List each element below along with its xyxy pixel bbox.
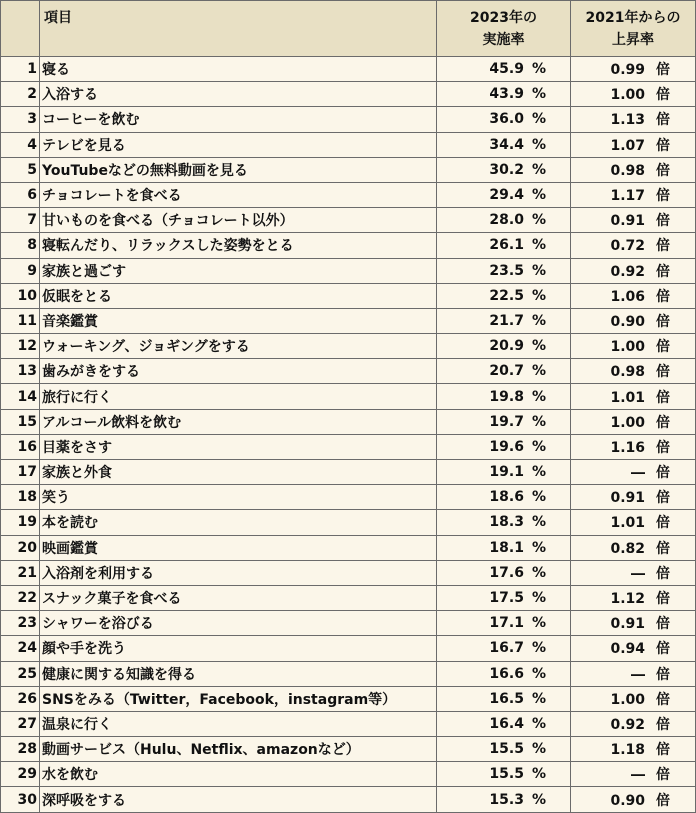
ratio-value: 1.13 <box>610 112 645 129</box>
header-item: 項目 <box>40 1 437 57</box>
table-row <box>1 560 696 585</box>
activity-name: 本を読む <box>40 510 437 535</box>
rate-value: 23.5 <box>489 262 524 279</box>
rank-number: 17 <box>1 460 40 485</box>
activity-name: 音楽鑑賞 <box>40 308 437 333</box>
ratio-unit: 倍 <box>656 112 670 129</box>
ratio-value: 1.07 <box>610 137 645 154</box>
rank-number: 9 <box>1 258 40 283</box>
table-row <box>1 308 696 333</box>
ratio-value: 1.06 <box>610 288 645 305</box>
rate-unit: % <box>531 212 546 229</box>
rate-unit: % <box>531 86 546 103</box>
rate-cell <box>437 762 571 787</box>
rate-unit: % <box>531 539 546 556</box>
table-row <box>1 636 696 661</box>
rank-number: 26 <box>1 686 40 711</box>
rank-number: 2 <box>1 82 40 107</box>
ratio-cell <box>571 308 696 333</box>
rate-value: 45.9 <box>489 61 524 78</box>
rate-unit: % <box>531 413 546 430</box>
table-row <box>1 384 696 409</box>
rank-number: 20 <box>1 535 40 560</box>
rate-unit: % <box>531 564 546 581</box>
table-row <box>1 485 696 510</box>
rate-value: 19.6 <box>489 438 524 455</box>
ratio-cell <box>571 711 696 736</box>
rate-cell <box>437 686 571 711</box>
ratio-cell <box>571 132 696 157</box>
rate-cell <box>437 711 571 736</box>
ratio-value: 0.94 <box>610 641 645 658</box>
activity-name: テレビを見る <box>40 132 437 157</box>
rank-number: 22 <box>1 585 40 610</box>
ratio-unit: 倍 <box>656 238 670 255</box>
rate-unit: % <box>531 766 546 783</box>
rate-unit: % <box>531 388 546 405</box>
rate-cell <box>437 157 571 182</box>
rank-number: 27 <box>1 711 40 736</box>
ratio-cell <box>571 334 696 359</box>
ratio-value: ― <box>631 767 645 784</box>
ratio-unit: 倍 <box>656 137 670 154</box>
header-rate <box>437 1 571 57</box>
activity-name: 旅行に行く <box>40 384 437 409</box>
activity-name: YouTubeなどの無料動画を見る <box>40 157 437 182</box>
ratio-cell <box>571 585 696 610</box>
rank-number: 5 <box>1 157 40 182</box>
rate-value: 28.0 <box>489 212 524 229</box>
activity-name: チョコレートを食べる <box>40 182 437 207</box>
ratio-cell <box>571 283 696 308</box>
table-row <box>1 359 696 384</box>
ratio-cell <box>571 409 696 434</box>
ratio-value: ― <box>631 465 645 482</box>
rate-value: 15.5 <box>489 766 524 783</box>
rate-value: 17.1 <box>489 615 524 632</box>
table-row <box>1 182 696 207</box>
ratio-unit: 倍 <box>656 62 670 79</box>
ratio-unit: 倍 <box>656 439 670 456</box>
rate-cell <box>437 182 571 207</box>
activity-name: 入浴剤を利用する <box>40 560 437 585</box>
rate-cell <box>437 535 571 560</box>
rate-value: 30.2 <box>489 161 524 178</box>
ratio-value: 1.17 <box>610 188 645 205</box>
ratio-value: 0.90 <box>610 792 645 809</box>
rate-cell <box>437 434 571 459</box>
rank-number: 18 <box>1 485 40 510</box>
activity-name: 温泉に行く <box>40 711 437 736</box>
table-row <box>1 132 696 157</box>
ratio-cell <box>571 485 696 510</box>
ratio-value: 0.91 <box>610 616 645 633</box>
rate-unit: % <box>531 312 546 329</box>
activity-name: 健康に関する知識を得る <box>40 661 437 686</box>
ratio-unit: 倍 <box>656 465 670 482</box>
table-row <box>1 711 696 736</box>
activity-name: 歯みがきをする <box>40 359 437 384</box>
rate-cell <box>437 359 571 384</box>
ratio-value: 1.00 <box>610 414 645 431</box>
rate-cell <box>437 283 571 308</box>
ratio-unit: 倍 <box>656 288 670 305</box>
rate-cell <box>437 409 571 434</box>
header-number-cell <box>1 1 40 57</box>
rate-unit: % <box>531 590 546 607</box>
rate-value: 22.5 <box>489 287 524 304</box>
rank-number: 15 <box>1 409 40 434</box>
ratio-cell <box>571 258 696 283</box>
rate-value: 17.5 <box>489 590 524 607</box>
ratio-unit: 倍 <box>656 339 670 356</box>
ratio-unit: 倍 <box>656 364 670 381</box>
rank-number: 25 <box>1 661 40 686</box>
rate-unit: % <box>531 111 546 128</box>
ratio-unit: 倍 <box>656 591 670 608</box>
activity-name: 顔や手を洗う <box>40 636 437 661</box>
ratio-value: 0.72 <box>610 238 645 255</box>
rate-cell <box>437 107 571 132</box>
activity-name: 笑う <box>40 485 437 510</box>
ratio-unit: 倍 <box>656 666 670 683</box>
ratio-cell <box>571 787 696 812</box>
ratio-cell <box>571 611 696 636</box>
rate-unit: % <box>531 615 546 632</box>
ratio-value: 0.91 <box>610 490 645 507</box>
activity-name: ウォーキング、ジョギングをする <box>40 334 437 359</box>
rate-cell <box>437 460 571 485</box>
ratio-cell <box>571 636 696 661</box>
rate-cell <box>437 636 571 661</box>
activity-name: 入浴する <box>40 82 437 107</box>
rank-number: 6 <box>1 182 40 207</box>
rate-unit: % <box>531 161 546 178</box>
ratio-cell <box>571 535 696 560</box>
ratio-value: 0.98 <box>610 364 645 381</box>
rate-unit: % <box>531 136 546 153</box>
table-row <box>1 258 696 283</box>
rank-number: 1 <box>1 57 40 82</box>
ratio-unit: 倍 <box>656 162 670 179</box>
ratio-cell <box>571 359 696 384</box>
rate-unit: % <box>531 514 546 531</box>
table-row <box>1 762 696 787</box>
ratio-cell <box>571 182 696 207</box>
ratio-value: 1.16 <box>610 439 645 456</box>
ratio-unit: 倍 <box>656 313 670 330</box>
rank-number: 8 <box>1 233 40 258</box>
rate-value: 16.5 <box>489 690 524 707</box>
ratio-unit: 倍 <box>656 389 670 406</box>
table-row <box>1 460 696 485</box>
ratio-unit: 倍 <box>656 742 670 759</box>
ratio-value: 1.01 <box>610 389 645 406</box>
rate-value: 26.1 <box>489 237 524 254</box>
ratio-unit: 倍 <box>656 87 670 104</box>
rank-number: 3 <box>1 107 40 132</box>
activity-name: アルコール飲料を飲む <box>40 409 437 434</box>
rate-unit: % <box>531 187 546 204</box>
activity-name: 家族と外食 <box>40 460 437 485</box>
rate-unit: % <box>531 61 546 78</box>
activity-name: スナック菓子を食べる <box>40 585 437 610</box>
rate-cell <box>437 82 571 107</box>
rate-value: 19.7 <box>489 413 524 430</box>
ratio-value: 0.98 <box>610 162 645 179</box>
ratio-cell <box>571 57 696 82</box>
table-row <box>1 233 696 258</box>
rate-value: 29.4 <box>489 187 524 204</box>
ratio-cell <box>571 157 696 182</box>
table-row <box>1 157 696 182</box>
activity-name: 甘いものを食べる（チョコレート以外） <box>40 208 437 233</box>
table-row <box>1 611 696 636</box>
table-row <box>1 434 696 459</box>
rank-number: 30 <box>1 787 40 812</box>
rate-value: 43.9 <box>489 86 524 103</box>
ratio-value: ― <box>631 565 645 582</box>
rate-unit: % <box>531 338 546 355</box>
rate-unit: % <box>531 741 546 758</box>
rate-unit: % <box>531 262 546 279</box>
ratio-unit: 倍 <box>656 540 670 557</box>
activity-name: コーヒーを飲む <box>40 107 437 132</box>
rate-value: 20.7 <box>489 363 524 380</box>
rate-unit: % <box>531 640 546 657</box>
ratio-cell <box>571 661 696 686</box>
ratio-value: 1.00 <box>610 339 645 356</box>
ratio-value: 0.90 <box>610 313 645 330</box>
activity-name: SNSをみる（Twitter，Facebook，instagram等） <box>40 686 437 711</box>
rank-number: 29 <box>1 762 40 787</box>
ratio-unit: 倍 <box>656 188 670 205</box>
header-ratio-line1: 2021年からの <box>585 9 681 26</box>
ratio-value: 0.92 <box>610 716 645 733</box>
ratio-cell <box>571 384 696 409</box>
rank-number: 23 <box>1 611 40 636</box>
ratio-unit: 倍 <box>656 767 670 784</box>
table-row <box>1 409 696 434</box>
rate-cell <box>437 258 571 283</box>
table-row <box>1 585 696 610</box>
ratio-value: 1.00 <box>610 87 645 104</box>
ratio-cell <box>571 107 696 132</box>
rate-unit: % <box>531 363 546 380</box>
rate-value: 36.0 <box>489 111 524 128</box>
ratio-unit: 倍 <box>656 691 670 708</box>
rank-number: 7 <box>1 208 40 233</box>
rate-cell <box>437 611 571 636</box>
rate-unit: % <box>531 665 546 682</box>
rate-value: 18.3 <box>489 514 524 531</box>
ratio-unit: 倍 <box>656 515 670 532</box>
rank-number: 21 <box>1 560 40 585</box>
ratio-cell <box>571 762 696 787</box>
header-rate-line1: 2023年の <box>470 9 537 26</box>
rate-cell <box>437 57 571 82</box>
ratio-cell <box>571 82 696 107</box>
table-row <box>1 107 696 132</box>
table-body <box>1 57 696 813</box>
table-row <box>1 737 696 762</box>
header-rate-line2: 実施率 <box>482 31 525 48</box>
activity-name: 映画鑑賞 <box>40 535 437 560</box>
ratio-cell <box>571 233 696 258</box>
rate-cell <box>437 560 571 585</box>
ratio-unit: 倍 <box>656 213 670 230</box>
rate-value: 34.4 <box>489 136 524 153</box>
rate-value: 15.3 <box>489 791 524 808</box>
activity-name: シャワーを浴びる <box>40 611 437 636</box>
rate-cell <box>437 661 571 686</box>
rank-number: 4 <box>1 132 40 157</box>
ratio-value: 0.99 <box>610 62 645 79</box>
rate-unit: % <box>531 464 546 481</box>
rate-value: 19.8 <box>489 388 524 405</box>
ratio-unit: 倍 <box>656 792 670 809</box>
rate-unit: % <box>531 287 546 304</box>
ratio-value: 1.18 <box>610 742 645 759</box>
rate-value: 16.7 <box>489 640 524 657</box>
header-ratio-line2: 上昇率 <box>612 31 654 48</box>
rate-cell <box>437 208 571 233</box>
ratio-unit: 倍 <box>656 641 670 658</box>
ratio-cell <box>571 208 696 233</box>
ratio-value: ― <box>631 666 645 683</box>
ratio-cell <box>571 560 696 585</box>
activity-name: 寝る <box>40 57 437 82</box>
table-header <box>1 1 696 57</box>
ratio-unit: 倍 <box>656 263 670 280</box>
rank-number: 16 <box>1 434 40 459</box>
ratio-unit: 倍 <box>656 616 670 633</box>
rank-number: 13 <box>1 359 40 384</box>
rate-value: 16.4 <box>489 715 524 732</box>
rate-cell <box>437 787 571 812</box>
rate-value: 17.6 <box>489 564 524 581</box>
ratio-value: 1.01 <box>610 515 645 532</box>
rate-cell <box>437 334 571 359</box>
rate-cell <box>437 233 571 258</box>
table-row <box>1 82 696 107</box>
ratio-unit: 倍 <box>656 490 670 507</box>
ratio-unit: 倍 <box>656 414 670 431</box>
ratio-value: 0.82 <box>610 540 645 557</box>
rate-cell <box>437 384 571 409</box>
rank-number: 14 <box>1 384 40 409</box>
ratio-value: 0.91 <box>610 213 645 230</box>
rate-cell <box>437 737 571 762</box>
activity-name: 目薬をさす <box>40 434 437 459</box>
rate-value: 20.9 <box>489 338 524 355</box>
rate-cell <box>437 585 571 610</box>
ratio-value: 1.12 <box>610 591 645 608</box>
activity-name: 寝転んだり、リラックスした姿勢をとる <box>40 233 437 258</box>
ratio-cell <box>571 510 696 535</box>
rate-value: 15.5 <box>489 741 524 758</box>
ratio-cell <box>571 686 696 711</box>
rank-number: 10 <box>1 283 40 308</box>
rate-cell <box>437 510 571 535</box>
activity-name: 家族と過ごす <box>40 258 437 283</box>
rate-cell <box>437 308 571 333</box>
ratio-value: 1.00 <box>610 691 645 708</box>
table-row <box>1 787 696 812</box>
rate-unit: % <box>531 237 546 254</box>
rate-value: 18.1 <box>489 539 524 556</box>
ratio-unit: 倍 <box>656 716 670 733</box>
activity-name: 仮眠をとる <box>40 283 437 308</box>
rate-unit: % <box>531 690 546 707</box>
rank-number: 19 <box>1 510 40 535</box>
rate-value: 18.6 <box>489 489 524 506</box>
table-row <box>1 208 696 233</box>
activity-name: 水を飲む <box>40 762 437 787</box>
rank-number: 28 <box>1 737 40 762</box>
rate-cell <box>437 132 571 157</box>
header-ratio <box>571 1 696 57</box>
rank-number: 11 <box>1 308 40 333</box>
table-row <box>1 535 696 560</box>
activity-name: 動画サービス（Hulu、Netflix、amazonなど） <box>40 737 437 762</box>
rate-cell <box>437 485 571 510</box>
table-row <box>1 57 696 82</box>
activity-name: 深呼吸をする <box>40 787 437 812</box>
rank-number: 12 <box>1 334 40 359</box>
ratio-cell <box>571 434 696 459</box>
rate-unit: % <box>531 715 546 732</box>
ratio-cell <box>571 737 696 762</box>
rate-unit: % <box>531 489 546 506</box>
ratio-value: 0.92 <box>610 263 645 280</box>
table-row <box>1 661 696 686</box>
rate-value: 21.7 <box>489 312 524 329</box>
rate-value: 16.6 <box>489 665 524 682</box>
ratio-unit: 倍 <box>656 565 670 582</box>
rate-unit: % <box>531 791 546 808</box>
rate-unit: % <box>531 438 546 455</box>
table-row <box>1 510 696 535</box>
table-row <box>1 686 696 711</box>
rank-number: 24 <box>1 636 40 661</box>
header-row <box>1 1 696 57</box>
table-row <box>1 283 696 308</box>
ratio-cell <box>571 460 696 485</box>
table-row <box>1 334 696 359</box>
rate-value: 19.1 <box>489 464 524 481</box>
